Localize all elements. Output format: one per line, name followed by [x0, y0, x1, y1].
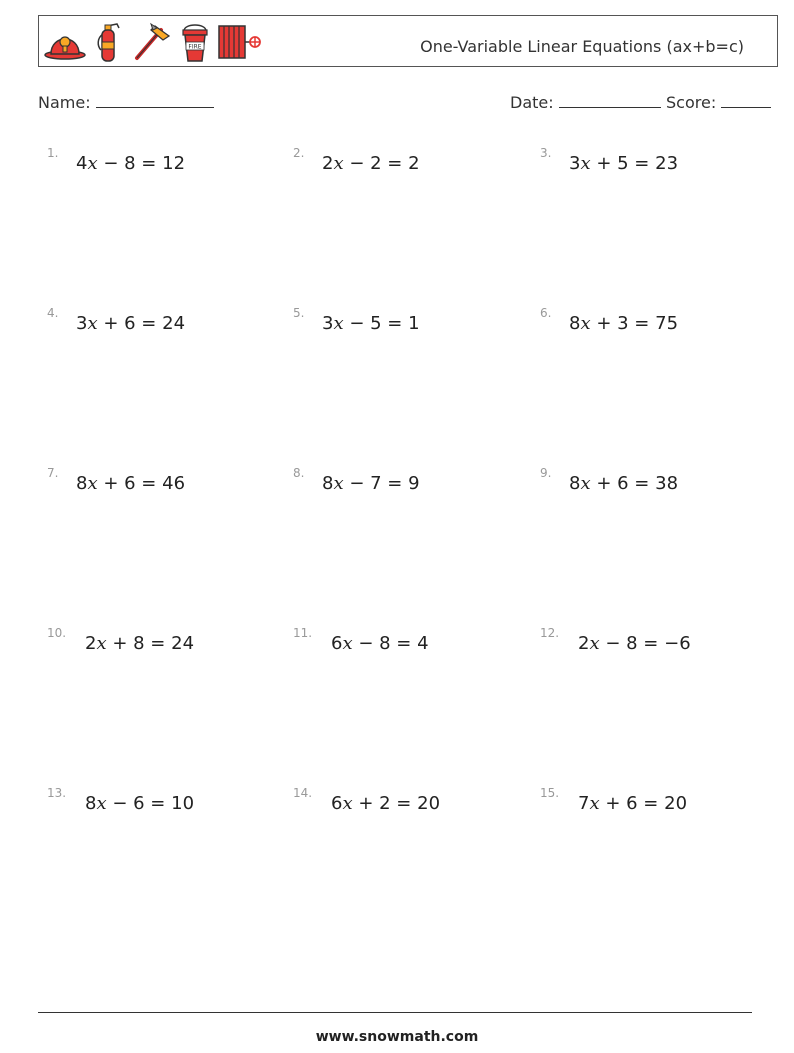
- problem-number: 8.: [293, 466, 305, 480]
- problem-equation: [578, 633, 691, 654]
- equation-rest: − 8 = 12: [97, 153, 186, 174]
- problem-number: 6.: [540, 306, 552, 320]
- problem-number: 1.: [47, 146, 59, 160]
- equation-variable: x: [87, 473, 98, 494]
- date-field[interactable]: [510, 93, 661, 112]
- equation-coefficient: 3: [76, 313, 88, 334]
- problem-equation: [322, 313, 420, 334]
- equation-rest: − 2 = 2: [343, 153, 420, 174]
- equation-rest: − 8 = 4: [352, 633, 429, 654]
- worksheet-header: [38, 15, 778, 67]
- problem-equation: [331, 633, 429, 654]
- problem-number: 3.: [540, 146, 552, 160]
- fire-helmet-icon: [43, 22, 87, 62]
- problem-equation: [578, 793, 687, 814]
- equation-rest: − 8 = −6: [599, 633, 691, 654]
- problem-number: 7.: [47, 466, 59, 480]
- header-icons: [43, 20, 263, 64]
- equation-coefficient: 7: [578, 793, 590, 814]
- problem-equation: [569, 313, 678, 334]
- footer-divider: [38, 1012, 752, 1013]
- problem-equation: [569, 153, 678, 174]
- equation-variable: x: [580, 153, 591, 174]
- problem-number: 15.: [540, 786, 560, 800]
- problem-equation: [331, 793, 440, 814]
- equation-variable: x: [342, 633, 353, 654]
- equation-variable: x: [580, 313, 591, 334]
- equation-rest: + 5 = 23: [590, 153, 679, 174]
- equation-coefficient: 2: [322, 153, 334, 174]
- problem-number: 9.: [540, 466, 552, 480]
- equation-variable: x: [580, 473, 591, 494]
- problem-equation: [569, 473, 678, 494]
- equation-rest: + 6 = 20: [599, 793, 688, 814]
- name-label: Name:: [38, 93, 91, 112]
- problem-equation: [322, 153, 420, 174]
- problem-equation: [76, 153, 185, 174]
- equation-rest: − 6 = 10: [106, 793, 195, 814]
- problem-equation: [85, 793, 194, 814]
- equation-variable: x: [87, 313, 98, 334]
- problem-number: 12.: [540, 626, 560, 640]
- equation-rest: + 3 = 75: [590, 313, 679, 334]
- equation-variable: x: [87, 153, 98, 174]
- equation-variable: x: [96, 633, 107, 654]
- score-label: Score:: [666, 93, 717, 112]
- equation-coefficient: 8: [322, 473, 334, 494]
- problem-number: 13.: [47, 786, 67, 800]
- equation-coefficient: 2: [578, 633, 590, 654]
- equation-rest: − 5 = 1: [343, 313, 420, 334]
- equation-rest: + 2 = 20: [352, 793, 441, 814]
- name-field[interactable]: [38, 93, 214, 112]
- worksheet-title: One-Variable Linear Equations (ax+b=c): [420, 37, 744, 56]
- bucket-label: FIRE: [188, 43, 202, 51]
- name-blank[interactable]: [96, 93, 214, 108]
- fire-bucket-icon: [179, 21, 211, 63]
- equation-variable: x: [333, 313, 344, 334]
- problem-number: 5.: [293, 306, 305, 320]
- equation-variable: x: [333, 473, 344, 494]
- equation-variable: x: [589, 793, 600, 814]
- problem-number: 14.: [293, 786, 313, 800]
- problem-number: 10.: [47, 626, 67, 640]
- problem-equation: [76, 473, 185, 494]
- equation-rest: + 6 = 38: [590, 473, 679, 494]
- fire-axe-icon: [129, 22, 173, 62]
- problem-equation: [85, 633, 194, 654]
- problem-number: 2.: [293, 146, 305, 160]
- equation-coefficient: 2: [85, 633, 97, 654]
- footer-website: www.snowmath.com: [315, 1029, 479, 1045]
- equation-coefficient: 8: [569, 473, 581, 494]
- equation-coefficient: 8: [569, 313, 581, 334]
- equation-coefficient: 8: [85, 793, 97, 814]
- date-label: Date:: [510, 93, 554, 112]
- equation-rest: + 8 = 24: [106, 633, 195, 654]
- equation-coefficient: 6: [331, 793, 343, 814]
- date-blank[interactable]: [559, 93, 661, 108]
- equation-coefficient: 6: [331, 633, 343, 654]
- problem-number: 11.: [293, 626, 313, 640]
- equation-rest: − 7 = 9: [343, 473, 420, 494]
- equation-variable: x: [333, 153, 344, 174]
- equation-variable: x: [96, 793, 107, 814]
- equation-coefficient: 3: [569, 153, 581, 174]
- equation-coefficient: 3: [322, 313, 334, 334]
- equation-rest: + 6 = 24: [97, 313, 186, 334]
- problem-number: 4.: [47, 306, 59, 320]
- equation-variable: x: [589, 633, 600, 654]
- equation-coefficient: 4: [76, 153, 88, 174]
- problem-equation: [76, 313, 185, 334]
- fire-extinguisher-icon: [93, 20, 123, 64]
- equation-variable: x: [342, 793, 353, 814]
- equation-coefficient: 8: [76, 473, 88, 494]
- score-field[interactable]: [666, 93, 771, 112]
- fire-hose-reel-icon: [217, 22, 263, 62]
- equation-rest: + 6 = 46: [97, 473, 186, 494]
- problem-equation: [322, 473, 420, 494]
- score-blank[interactable]: [721, 93, 771, 108]
